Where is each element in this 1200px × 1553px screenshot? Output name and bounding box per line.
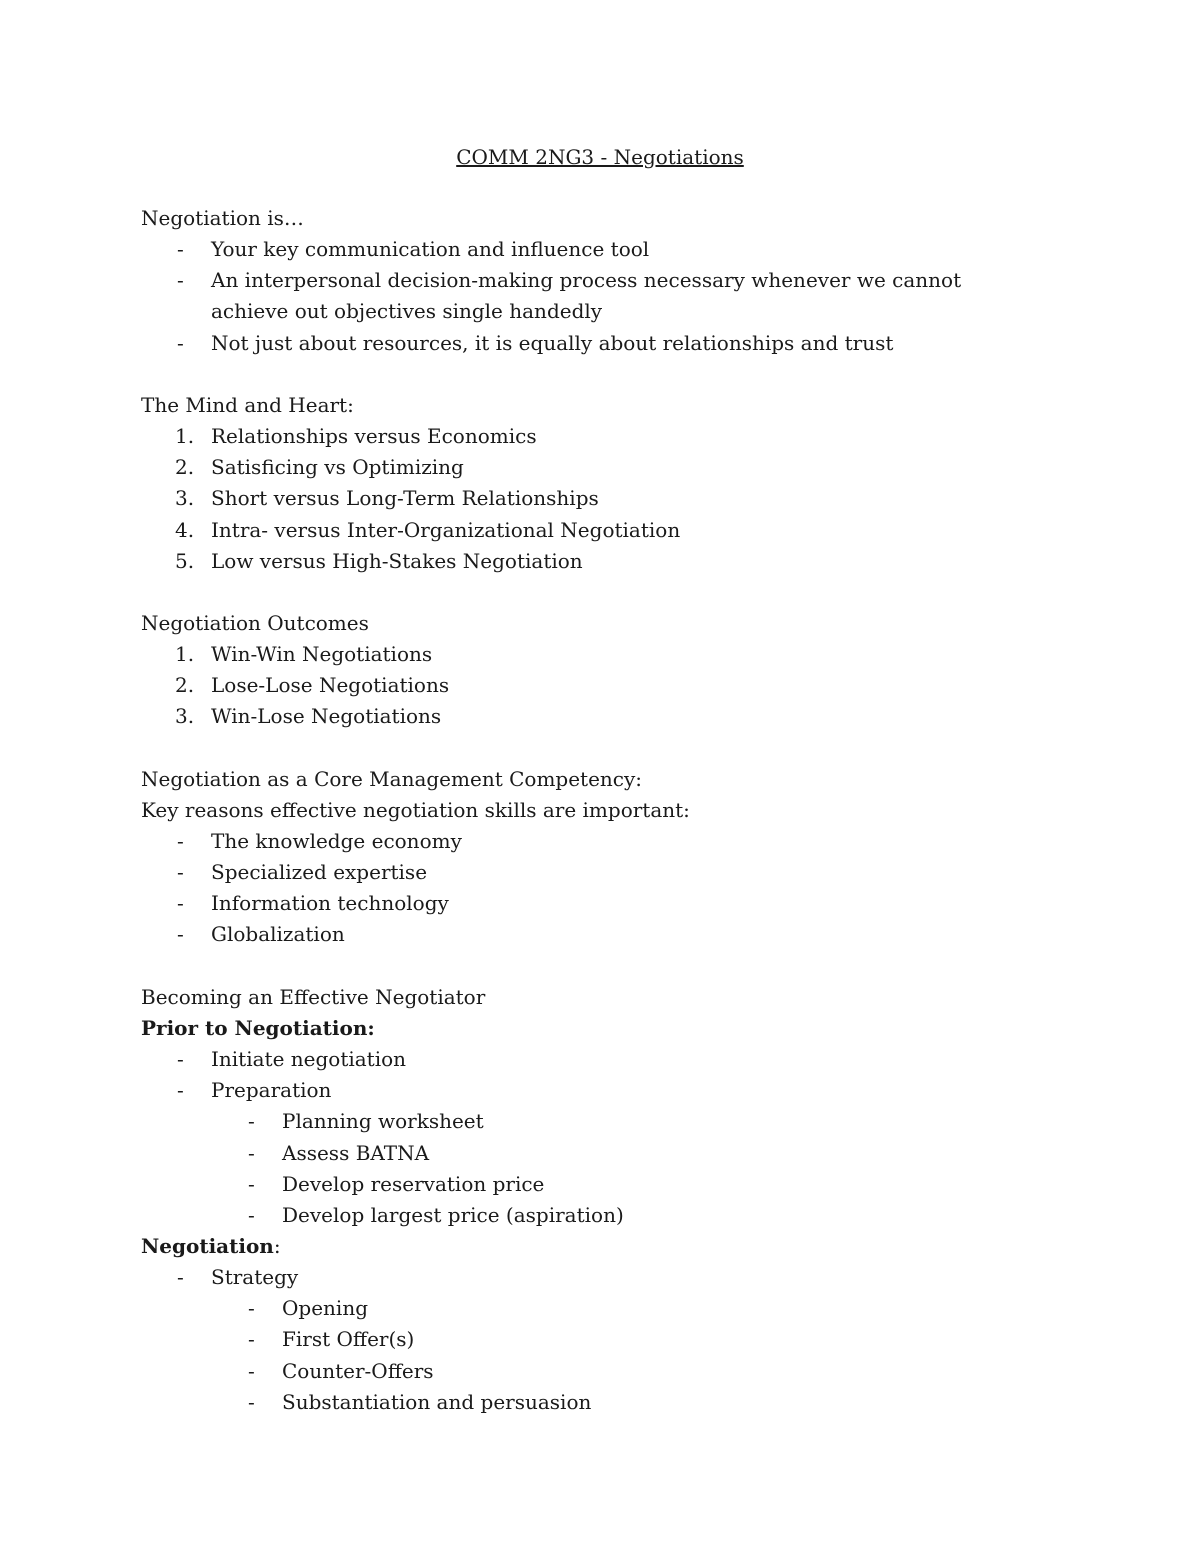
dash-marker: - — [248, 1358, 255, 1383]
dash-marker: - — [177, 891, 184, 916]
sub-list-item: - Assess BATNA — [141, 1138, 1041, 1169]
list-item: 4. Intra- versus Inter-Organizational Negotiation — [141, 515, 1041, 546]
dash-marker: - — [177, 330, 184, 355]
dash-marker: - — [248, 1140, 255, 1165]
number-marker: 2. — [175, 455, 195, 480]
list-item: 1. Win-Win Negotiations — [141, 639, 1041, 670]
number-marker: 1. — [175, 424, 195, 449]
number-marker: 1. — [175, 642, 195, 667]
number-marker: 3. — [175, 704, 195, 729]
list-item: - Initiate negotiation — [141, 1044, 1041, 1075]
dash-marker: - — [177, 829, 184, 853]
number-marker: 2. — [175, 673, 195, 698]
list-item: - Not just about resources, it is equally about relationships and trust — [141, 328, 1041, 359]
dash-marker: - — [177, 1078, 184, 1103]
list-item: 3. Short versus Long-Term Relationships — [141, 483, 1041, 514]
negotiation-label: Negotiation: — [141, 1233, 281, 1258]
list-item: - Your key communication and influence tool — [141, 234, 1041, 265]
section-heading-mind-and-heart: The Mind and Heart: — [141, 392, 354, 417]
number-marker: 5. — [175, 548, 195, 573]
dash-marker: - — [177, 237, 184, 262]
dash-marker: - — [248, 1296, 255, 1321]
sub-list-item: - Substantiation and persuasion — [141, 1387, 1041, 1418]
document-body — [141, 203, 1041, 1418]
dash-marker: - — [248, 1109, 255, 1134]
list-item: - Globalization — [141, 919, 1041, 950]
list-item: - Specialized expertise — [141, 857, 1041, 888]
section-heading-outcomes: Negotiation Outcomes — [141, 610, 369, 635]
sub-list-item: - Opening — [141, 1293, 1041, 1324]
number-marker: 3. — [175, 486, 195, 511]
list-item: - The knowledge economy — [141, 826, 1041, 857]
dash-marker: - — [248, 1202, 255, 1227]
dash-marker: - — [177, 860, 184, 885]
dash-marker: - — [177, 1047, 184, 1072]
dash-marker: - — [248, 1389, 255, 1414]
list-item: 2. Satisficing vs Optimizing — [141, 452, 1041, 483]
dash-marker: - — [177, 922, 184, 947]
document-title: COMM 2NG3 - Negotiations — [456, 145, 744, 169]
list-item: 5. Low versus High-Stakes Negotiation — [141, 546, 1041, 577]
section-heading-effective-negotiator: Becoming an Effective Negotiator — [141, 984, 486, 1009]
sub-list-item: - Develop reservation price — [141, 1169, 1041, 1200]
list-item: 1. Relationships versus Economics — [141, 421, 1041, 452]
list-item: - Preparation — [141, 1075, 1041, 1106]
section-heading-core-competency: Negotiation as a Core Management Competency: — [141, 766, 643, 791]
sub-list-item: - First Offer(s) — [141, 1324, 1041, 1355]
dash-marker: - — [248, 1171, 255, 1196]
section-subheading-key-reasons: Key reasons effective negotiation skills are important: — [141, 797, 690, 822]
number-marker: 4. — [175, 517, 195, 542]
list-item: 2. Lose-Lose Negotiations — [141, 670, 1041, 701]
sub-list-item: - Planning worksheet — [141, 1106, 1041, 1137]
prior-to-negotiation-label: Prior to Negotiation: — [141, 1015, 375, 1040]
dash-marker: - — [177, 1265, 184, 1290]
list-item: 3. Win-Lose Negotiations — [141, 701, 1041, 732]
list-item: - Strategy — [141, 1262, 1041, 1293]
sub-list-item: - Counter-Offers — [141, 1356, 1041, 1387]
dash-marker: - — [248, 1327, 255, 1352]
list-item: - An interpersonal decision-making process necessary whenever we cannot achieve out objectives single handedly — [141, 265, 1041, 327]
sub-list-item: - Develop largest price (aspiration) — [141, 1200, 1041, 1231]
dash-marker: - — [177, 268, 184, 293]
section-heading-negotiation-is: Negotiation is… — [141, 206, 304, 230]
list-item: - Information technology — [141, 888, 1041, 919]
